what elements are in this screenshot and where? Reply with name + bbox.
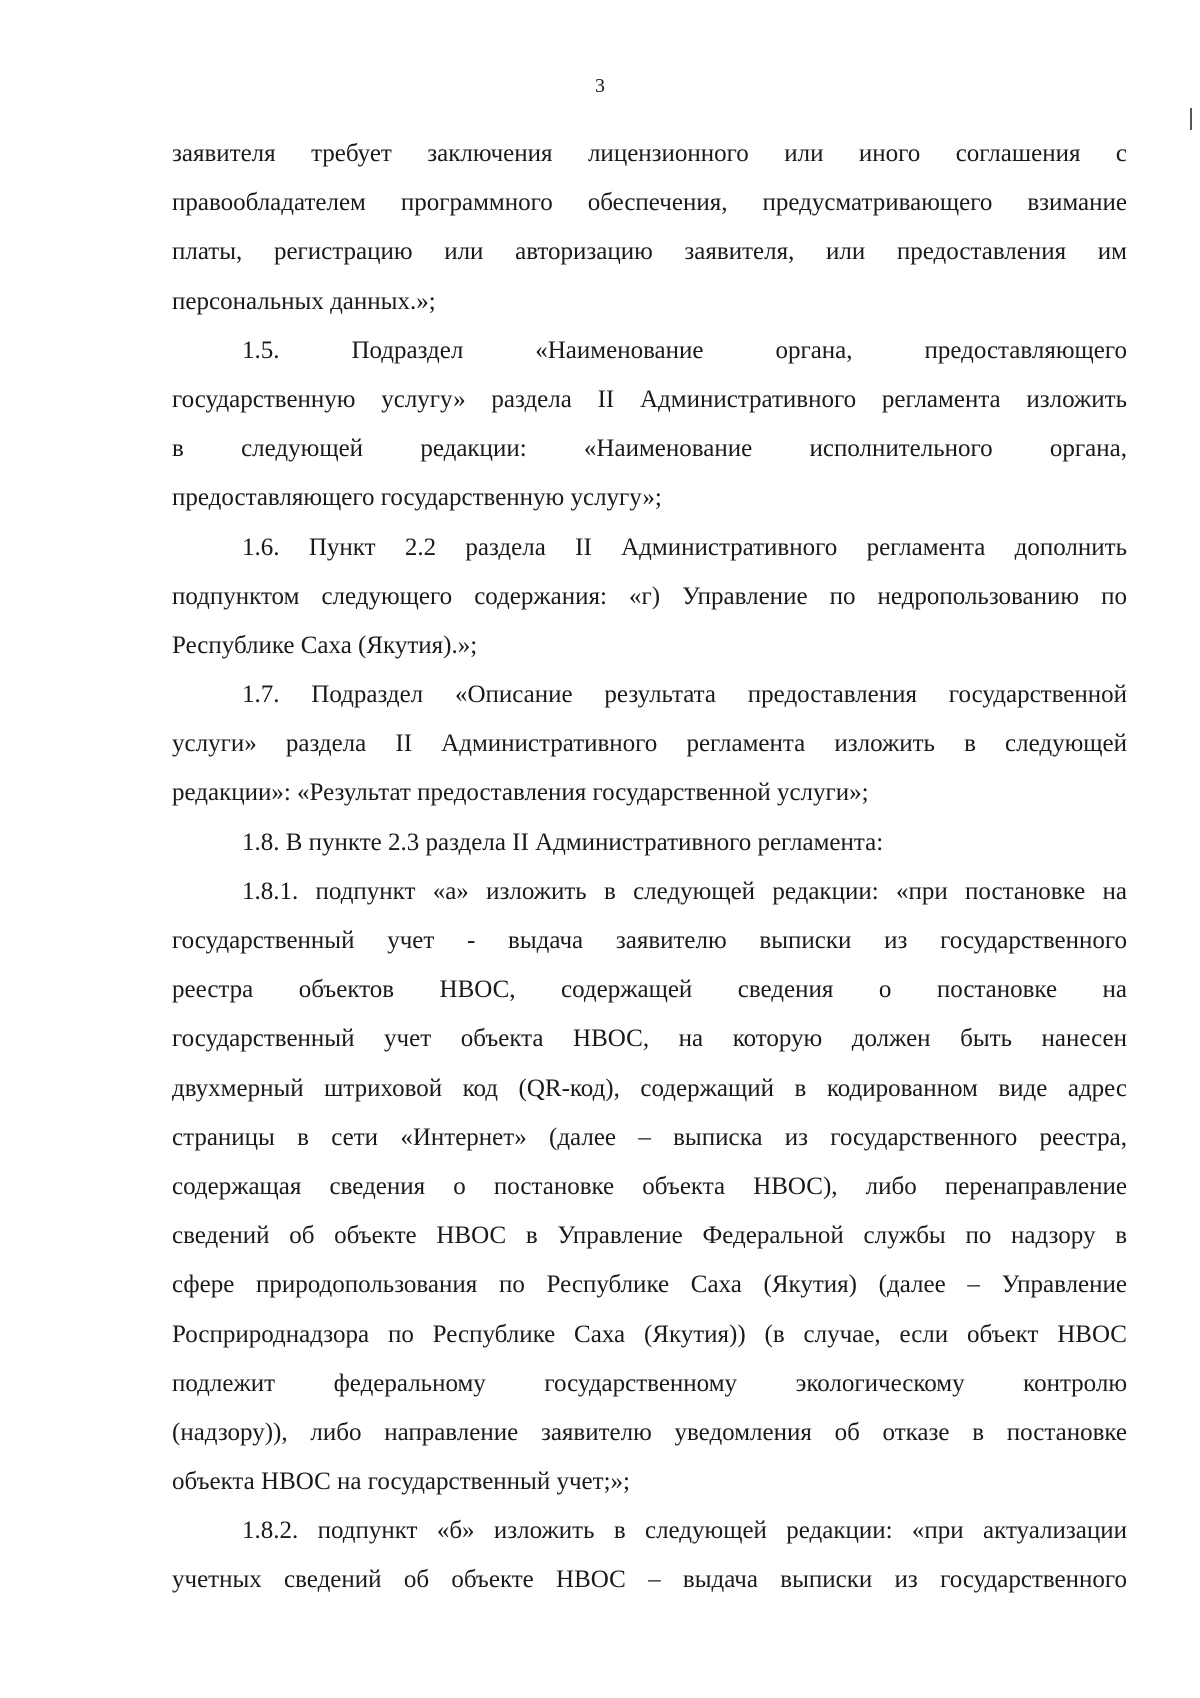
text-line: содержащая сведения о постановке объекта НВОС), либо перенаправление	[172, 1172, 1127, 1200]
text-line: 1.8.2. подпункт «б» изложить в следующей редакции: «при актуализации	[242, 1517, 1127, 1545]
scan-edge-mark	[1190, 108, 1192, 130]
text-line: услуги» раздела II Административного регламента изложить в следующей	[172, 730, 1127, 758]
text-line: 1.8. В пункте 2.3 раздела II Административного регламента:	[242, 828, 884, 856]
text-line: подпунктом следующего содержания: «г) Управление по недропользованию по	[172, 582, 1127, 610]
text-line: заявителя требует заключения лицензионного или иного соглашения с	[172, 140, 1127, 167]
page-number: 3	[595, 75, 605, 97]
text-line: предоставляющего государственную услугу»;	[172, 484, 662, 512]
text-line: 1.8.1. подпункт «а» изложить в следующей редакции: «при постановке на	[242, 877, 1127, 905]
text-line: Республике Саха (Якутия).»;	[172, 631, 478, 659]
text-line: сфере природопользования по Республике Саха (Якутия) (далее – Управление	[172, 1271, 1127, 1299]
document-body	[172, 129, 1127, 1605]
text-line: 1.6. Пункт 2.2 раздела II Административного регламента дополнить	[242, 533, 1127, 561]
text-line: 1.5. Подраздел «Наименование органа, предоставляющего	[242, 336, 1127, 364]
text-line: учетных сведений об объекте НВОС – выдача выписки из государственного	[172, 1566, 1127, 1594]
text-line: государственный учет - выдача заявителю выписки из государственного	[172, 927, 1127, 954]
text-line: двухмерный штриховой код (QR-код), содержащий в кодированном виде адрес	[172, 1074, 1127, 1102]
text-line: персональных данных.»;	[172, 287, 436, 315]
text-line: страницы в сети «Интернет» (далее – выписка из государственного реестра,	[172, 1123, 1127, 1151]
text-line: 1.7. Подраздел «Описание результата предоставления государственной	[242, 681, 1127, 709]
text-line: правообладателем программного обеспечения, предусматривающего взимание	[172, 189, 1127, 217]
text-line: реестра объектов НВОС, содержащей сведения о постановке на	[172, 976, 1127, 1004]
text-line: редакции»: «Результат предоставления государственной услуги»;	[172, 779, 869, 807]
text-line: в следующей редакции: «Наименование исполнительного органа,	[172, 435, 1127, 463]
text-line: подлежит федеральному государственному экологическому контролю	[172, 1369, 1127, 1397]
text-line: платы, регистрацию или авторизацию заявителя, или предоставления им	[172, 238, 1127, 266]
text-line: сведений об объекте НВОС в Управление Федеральной службы по надзору в	[172, 1222, 1127, 1250]
text-line: (надзору)), либо направление заявителю уведомления об отказе в постановке	[172, 1418, 1127, 1446]
text-line: Росприроднадзора по Республике Саха (Якутия)) (в случае, если объект НВОС	[172, 1320, 1127, 1348]
text-line: государственную услугу» раздела II Административного регламента изложить	[172, 385, 1127, 413]
text-line: государственный учет объекта НВОС, на которую должен быть нанесен	[172, 1025, 1127, 1053]
text-line: объекта НВОС на государственный учет;»;	[172, 1468, 630, 1496]
